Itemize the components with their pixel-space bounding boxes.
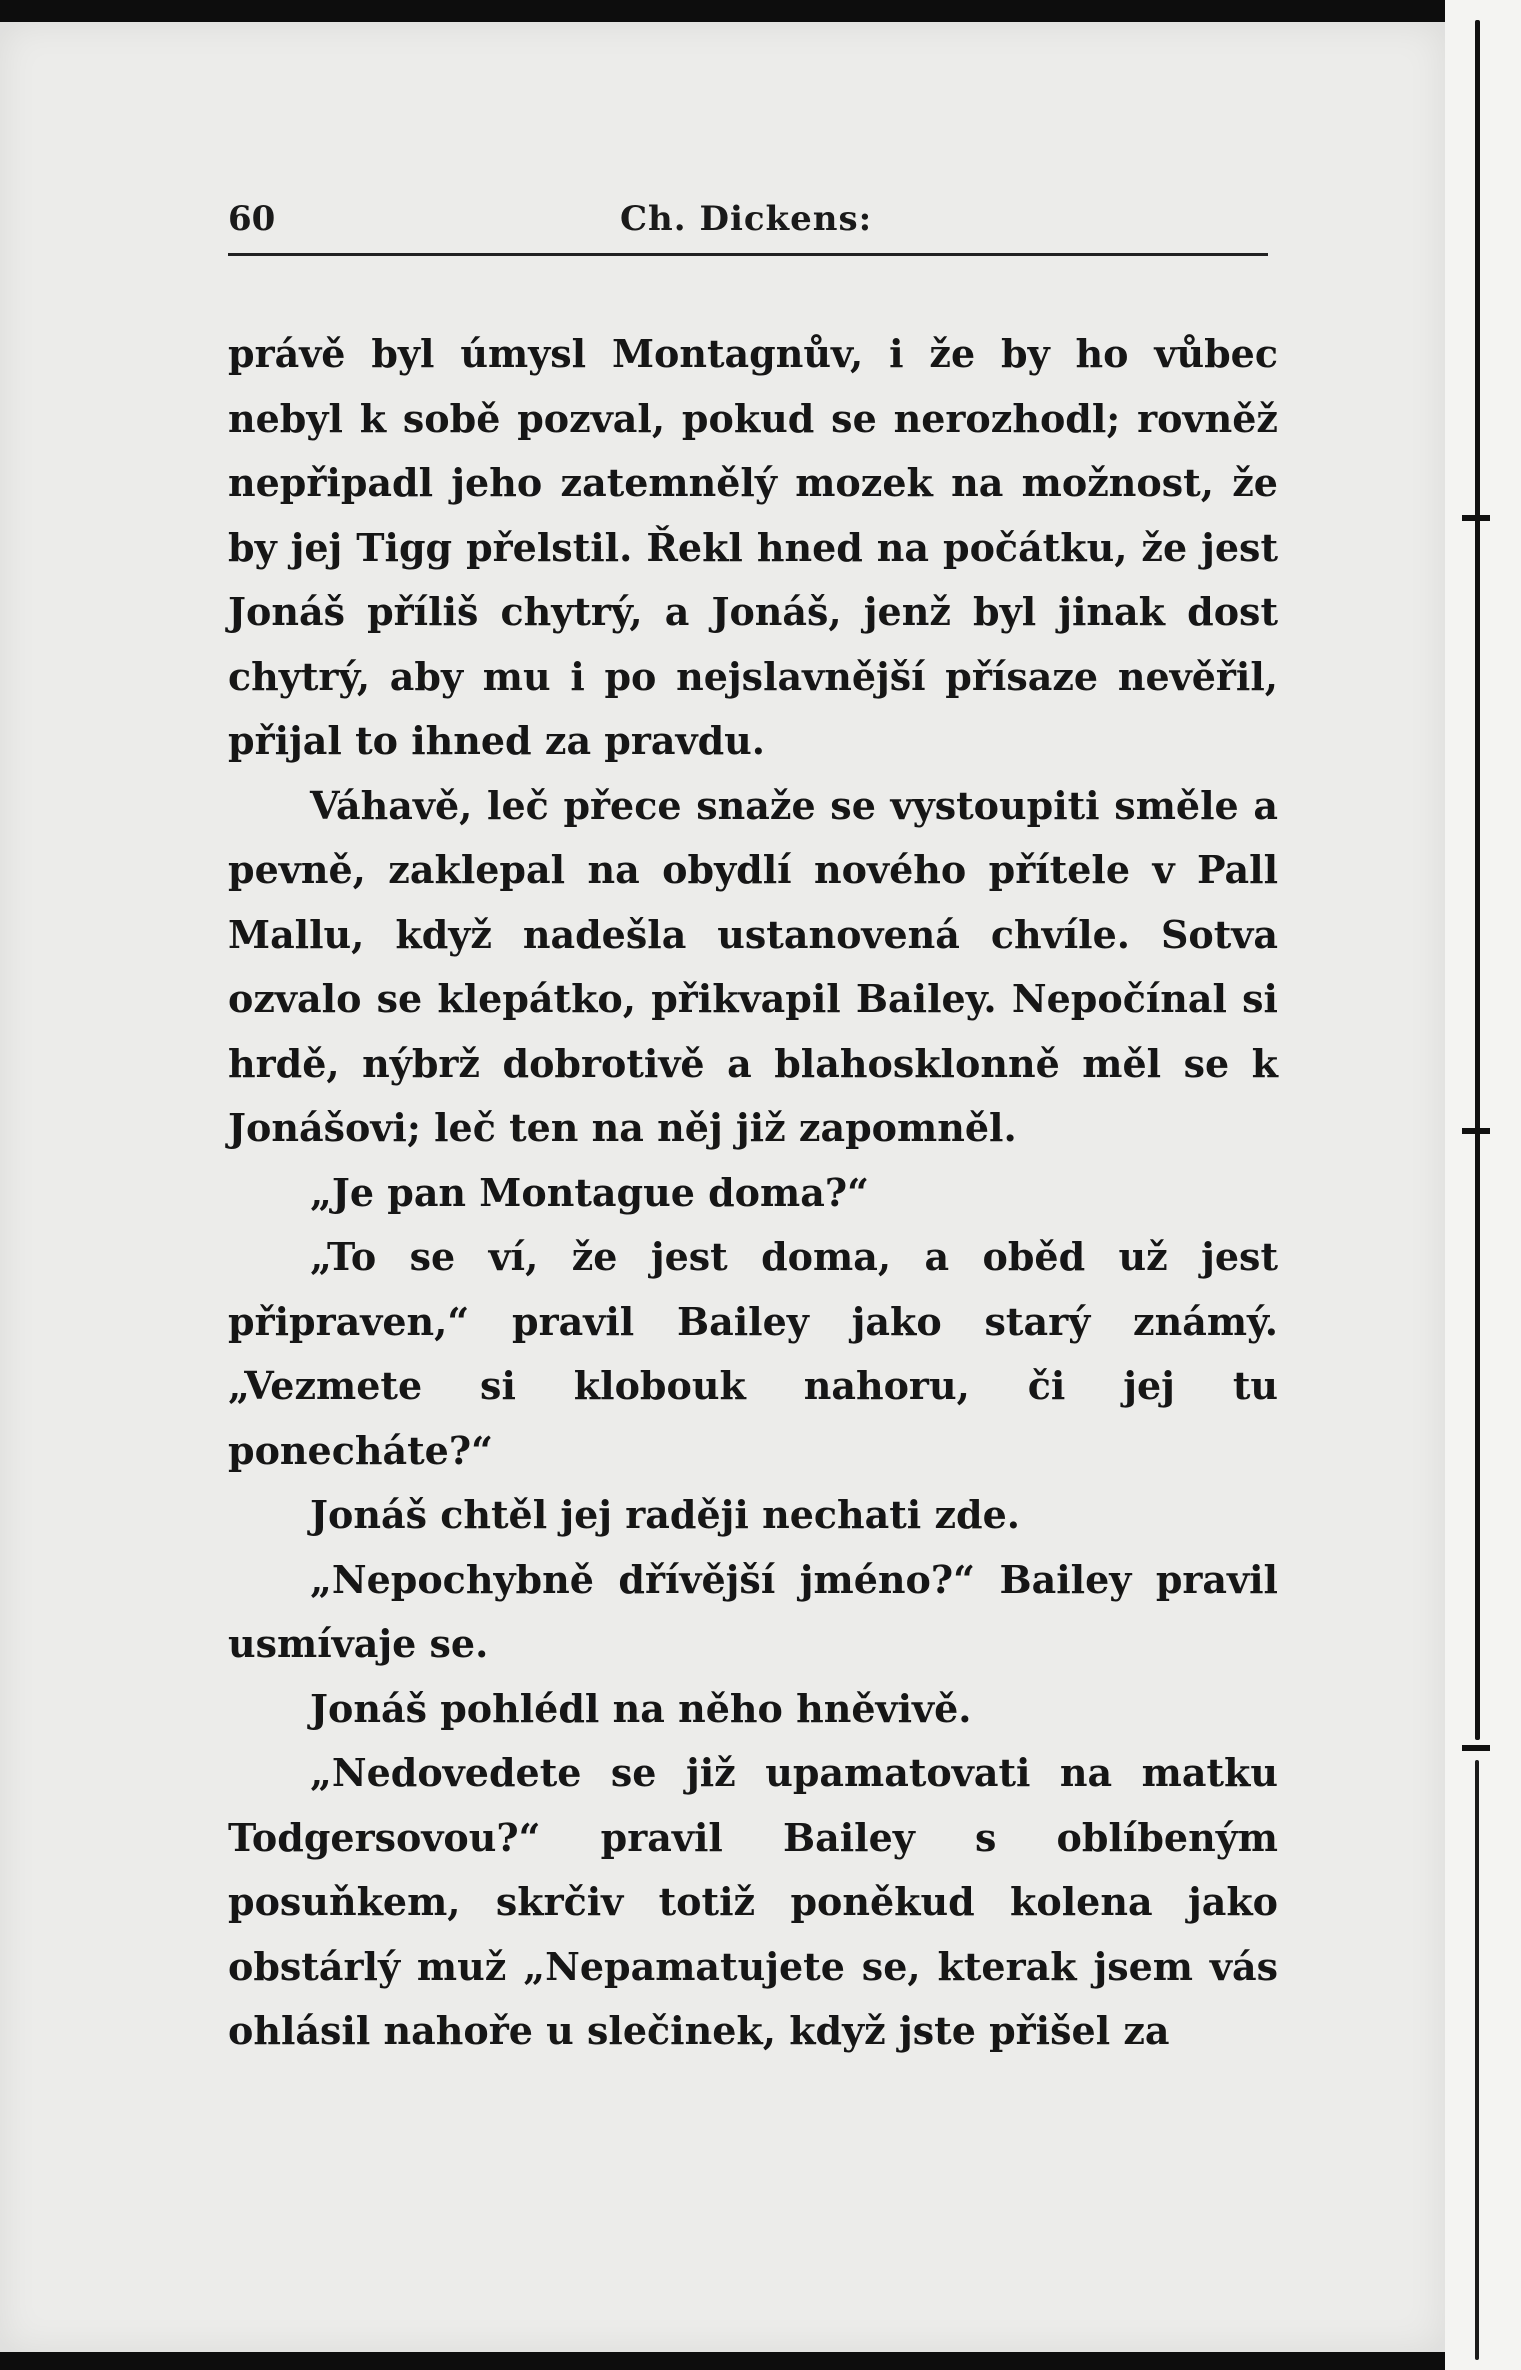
paragraph: „Nepochybně dřívější jméno?“ Bailey pravil usmívaje se. [228,1556,1278,1666]
binding-rule [1475,20,1480,1740]
binding-rule-lower [1475,1760,1479,2360]
binding-notch [1462,515,1490,521]
paragraph: Váhavě, leč přece snaže se vystoupiti směle a pevně, zaklepal na obydlí nového přítele v Pall Mallu, když nadešla ustanovená chvíle. Sotva ozvalo se klepátko, přikvapil Bailey. Nepočínal si hrdě, nýbrž dobrotivě a blahosklonně měl se k Jonášovi; leč ten na něj již zapomněl. [228,782,1278,1150]
binding-notch [1462,1745,1490,1751]
paragraph: „Je pan Montague doma?“ [310,1169,869,1215]
paragraph: Jonáš chtěl jej raději nechati zde. [310,1492,1021,1537]
paragraph: „Nedovedete se již upamatovati na matku Todgersovou?“ pravil Bailey s oblíbeným posuňkem, skrčiv totiž poněkud kolena jako obstárlý muž „Nepamatujete se, kterak jsem vás ohlásil nahoře u slečinek, když jste přišel za [228,1750,1278,2053]
binding-notch [1462,1128,1490,1134]
page-number: 60 [228,199,276,239]
paragraph: „To se ví, že jest doma, a oběd už jest připraven,“ pravil Bailey jako starý známý. „Vezmete si klobouk nahoru, či jej tu ponecháte?“ [228,1234,1278,1473]
paragraph: právě byl úmysl Montagnův, i že by ho vůbec nebyl k sobě pozval, pokud se nerozhodl; rovněž nepřipadl jeho zatemnělý mozek na možnost, že by jej Tigg přelstil. Řekl hned na počátku, že jest Jonáš příliš chytrý, a Jonáš, jenž byl jinak dost chytrý, aby mu i po nejslavnější přísaze nevěřil, přijal to ihned za pravdu. [228,331,1278,763]
body-text [228,322,1278,2064]
page-header [228,195,1268,256]
running-head: Ch. Dickens: [620,199,873,239]
paragraph: Jonáš pohlédl na něho hněvivě. [310,1685,972,1731]
binding-margin [1445,0,1521,2370]
